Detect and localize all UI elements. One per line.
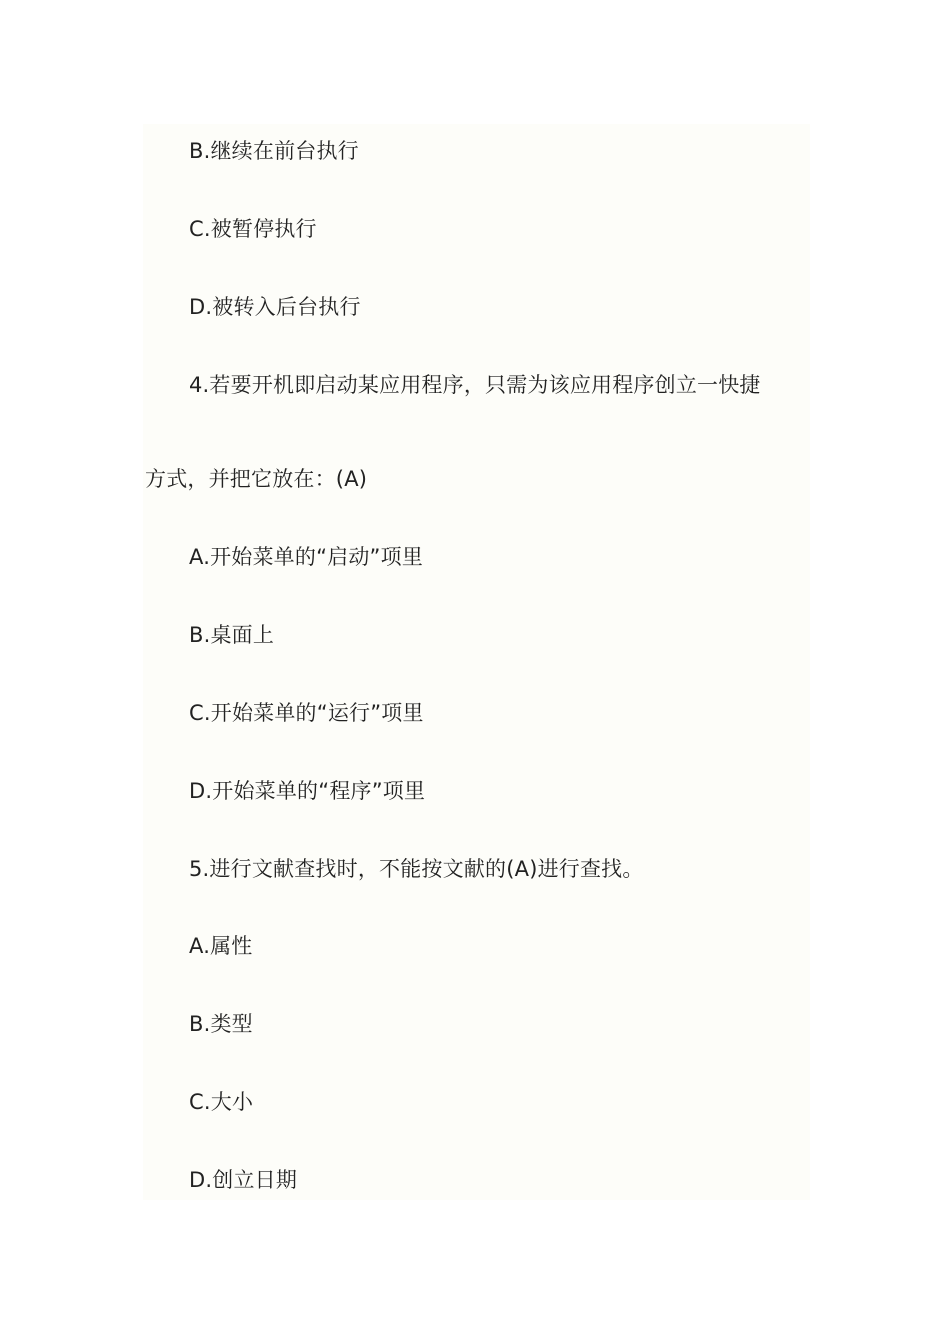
option-b-text: B.桌面上 xyxy=(189,623,275,647)
option-b-text: B.类型 xyxy=(189,1012,253,1036)
option-d-text: D.开始菜单的“程序”项里 xyxy=(189,779,426,803)
option-d-text: D.创立日期 xyxy=(189,1168,298,1192)
question-4-continuation: 方式，并把它放在：(A) xyxy=(145,467,368,491)
option-b-text: B.继续在前台执行 xyxy=(189,139,359,163)
option-c-text: C.开始菜单的“运行”项里 xyxy=(189,701,424,725)
question-5-text: 5.进行文献查找时，不能按文献的(A)进行查找。 xyxy=(189,857,644,881)
option-c-text: C.大小 xyxy=(189,1090,254,1114)
option-c-text: C.被暂停执行 xyxy=(189,217,317,241)
document-page-area xyxy=(143,124,810,1200)
question-4-text: 4.若要开机即启动某应用程序，只需为该应用程序创立一快捷 xyxy=(189,373,761,397)
option-a-text: A.开始菜单的“启动”项里 xyxy=(189,545,424,569)
option-d-text: D.被转入后台执行 xyxy=(189,295,361,319)
option-a-text: A.属性 xyxy=(189,934,253,958)
